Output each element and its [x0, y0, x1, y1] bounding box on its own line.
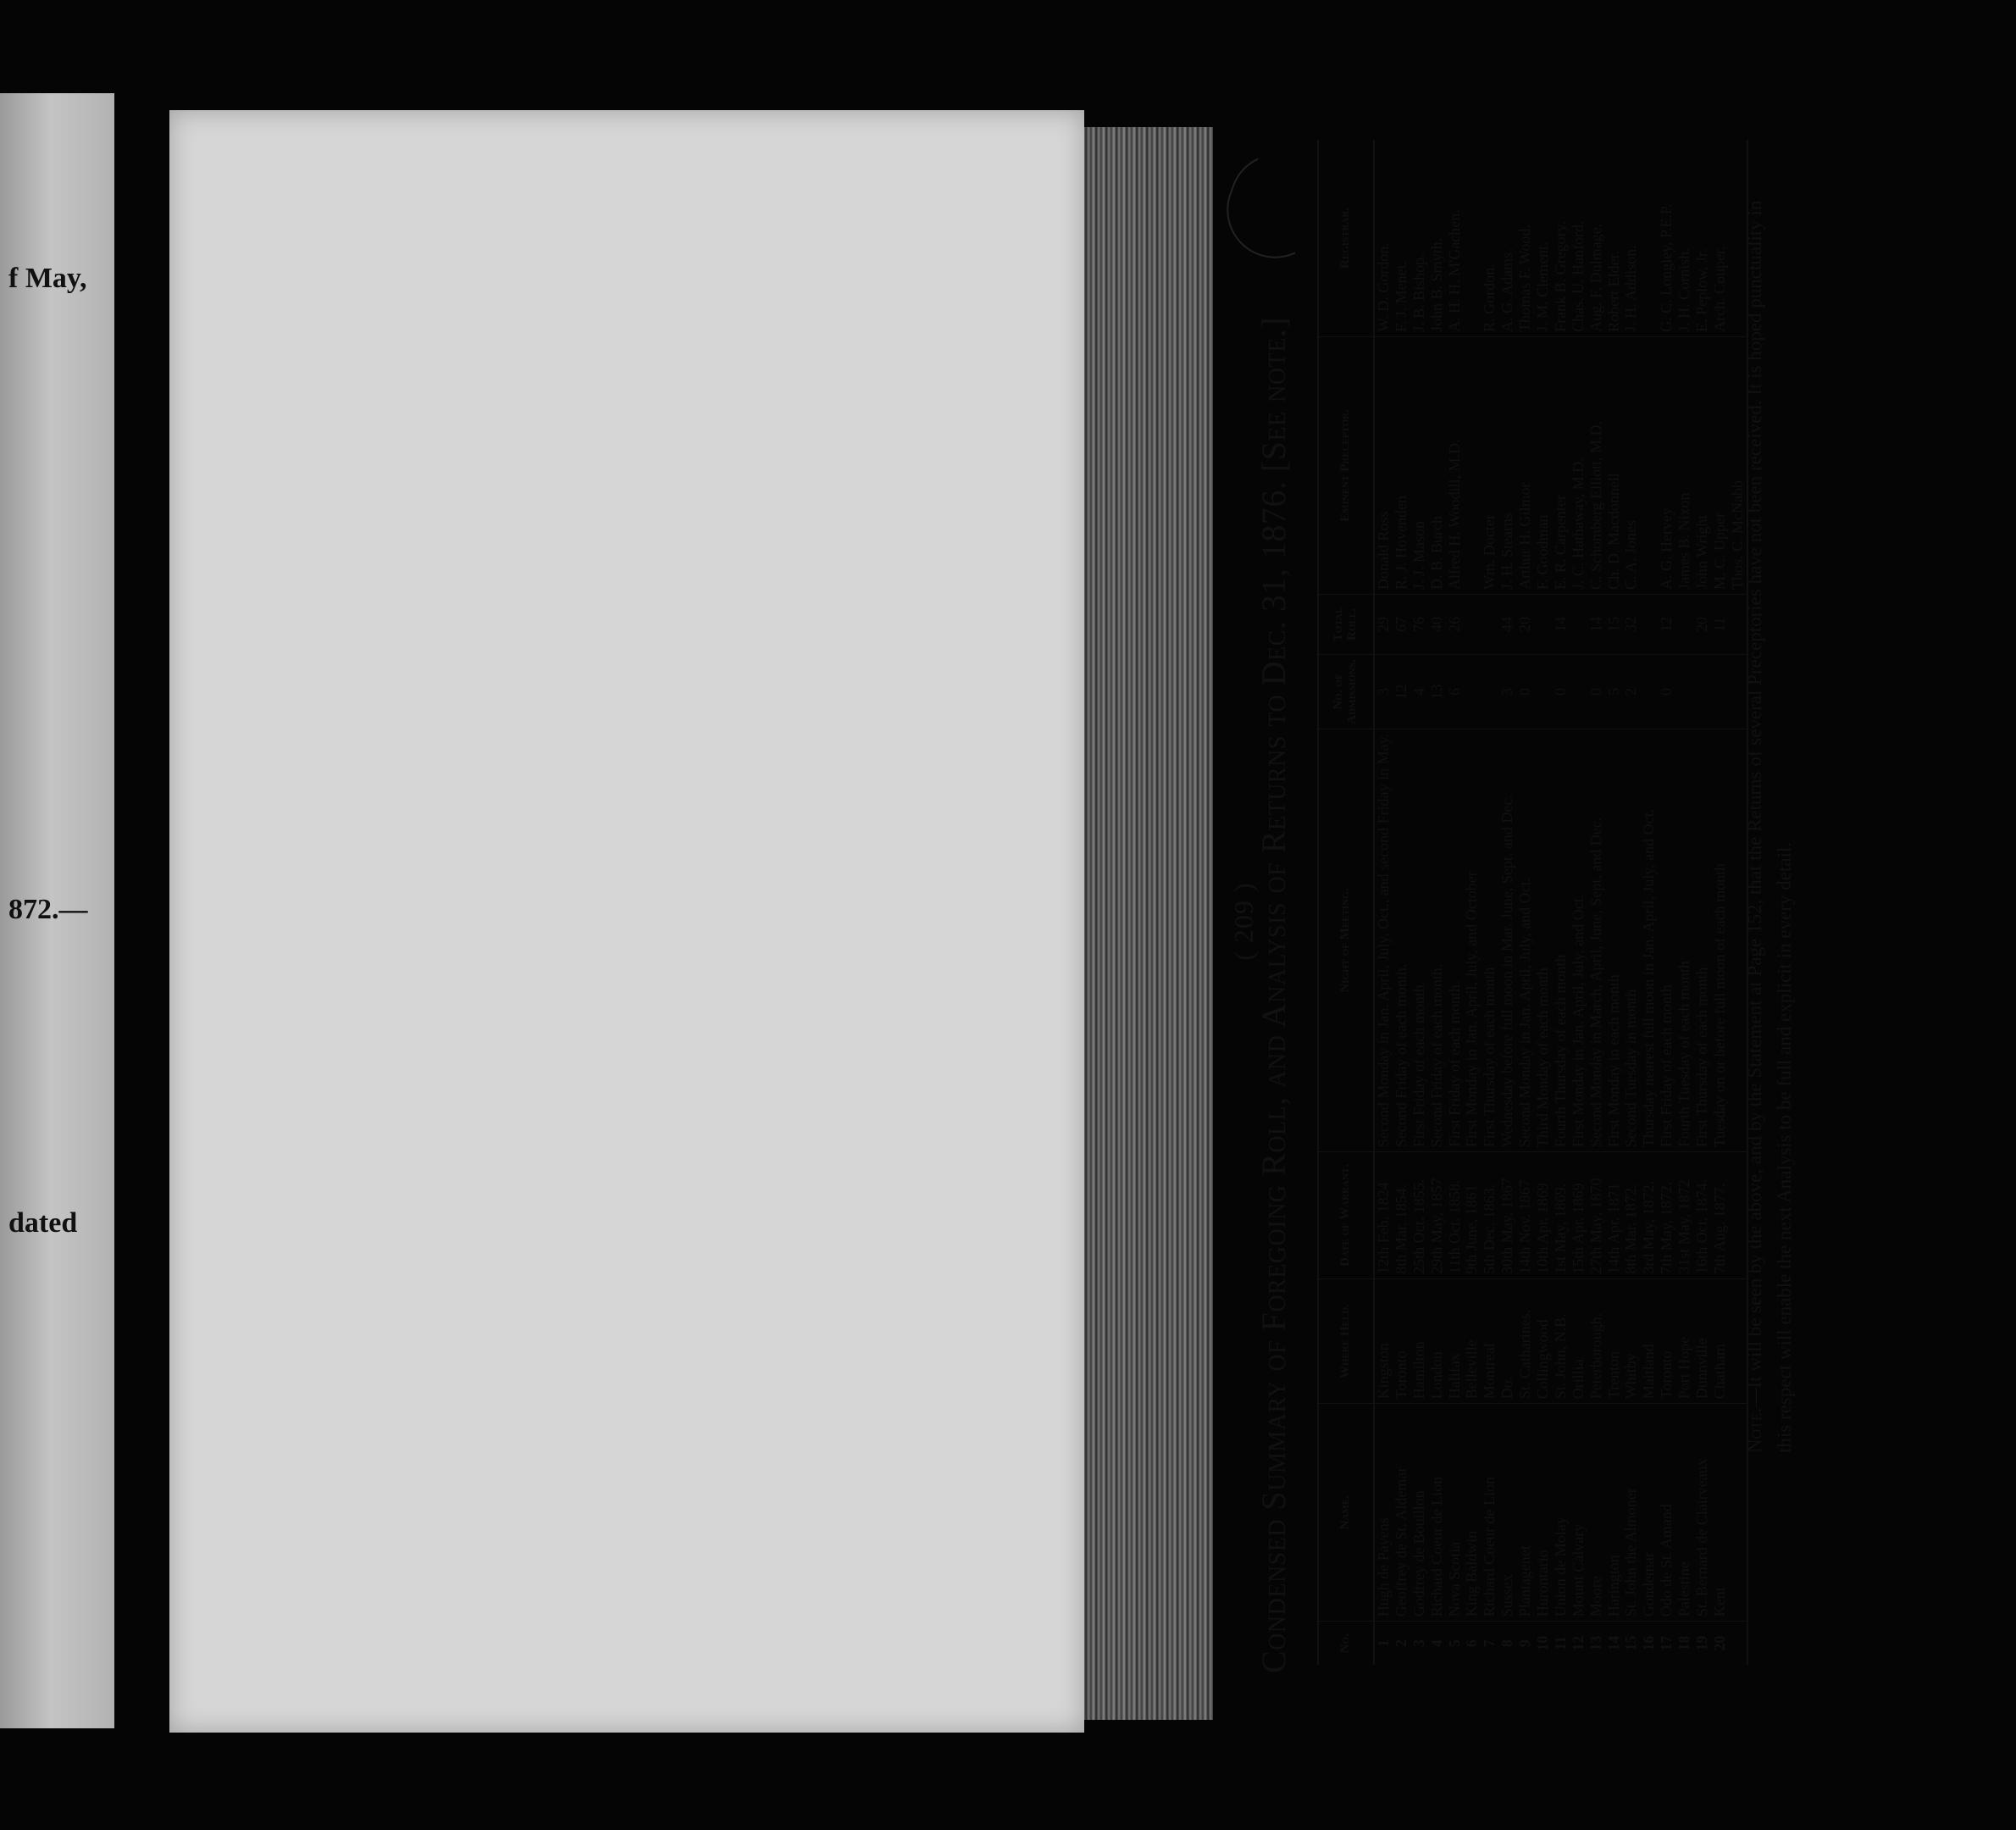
where-held: Dunnville	[1693, 1278, 1711, 1403]
table-body	[1374, 140, 1747, 1665]
row-number: 5	[1445, 1639, 1463, 1648]
date-of-warrant: 14th Apr. 1871	[1605, 1152, 1623, 1279]
registrar: W. D. Gordon.	[1374, 140, 1393, 336]
eminent-preceptor: Donald Ross	[1374, 336, 1393, 594]
registrar: Thomas F. Wood.	[1516, 140, 1534, 336]
row-number: 8	[1498, 1639, 1516, 1648]
row-number: 14	[1604, 1635, 1622, 1651]
table-row	[1658, 140, 1675, 1665]
admissions: 4	[1410, 655, 1428, 729]
date-of-warrant: 15th Apr. 1869	[1570, 1152, 1587, 1279]
table-row	[1675, 140, 1693, 1665]
table-row	[1622, 140, 1640, 1665]
row-number: 7	[1481, 1639, 1498, 1648]
night-of-meeting: Thursday nearest full moon in Jan. April, July, and Oct.	[1640, 729, 1658, 1152]
night-of-meeting: First Friday of each month.	[1410, 729, 1428, 1152]
total-roll: 40	[1428, 595, 1446, 655]
night-of-meeting: First Monday in Jan. April, July, and October	[1463, 729, 1481, 1152]
table-row	[1410, 140, 1428, 1665]
total-roll: 76	[1410, 595, 1428, 655]
date-of-warrant: 8th Mar. 1872.	[1622, 1152, 1640, 1279]
night-of-meeting: Second Tuesday in month	[1622, 729, 1640, 1152]
row-number: 15	[1622, 1635, 1640, 1651]
preceptory-name: Hugh de Payens	[1374, 1404, 1393, 1622]
night-of-meeting: First Friday of each month.	[1446, 729, 1464, 1152]
date-of-warrant: 16th Oct. 1874.	[1693, 1152, 1711, 1279]
table-row	[1587, 140, 1605, 1665]
preceptory-name: Nova Scotia	[1446, 1404, 1464, 1622]
admissions	[1711, 655, 1729, 729]
eminent-preceptor: M. C. Upper	[1711, 336, 1729, 594]
preceptory-name: Gondemar	[1640, 1404, 1658, 1622]
eminent-preceptor: John Wright	[1693, 336, 1711, 594]
column-header-where-held: Where Held.	[1318, 1278, 1374, 1403]
admissions: 3	[1498, 655, 1516, 729]
where-held: Do.	[1498, 1278, 1516, 1403]
date-of-warrant: 30th May, 1867	[1498, 1152, 1516, 1279]
eminent-preceptor: Thos. C. McNabb	[1729, 336, 1747, 594]
preceptory-name: Harington	[1605, 1404, 1623, 1622]
column-header-name: Name.	[1318, 1404, 1374, 1622]
registrar: J. H. Cornish.	[1675, 140, 1693, 336]
date-of-warrant: 7th May, 1872.	[1658, 1152, 1675, 1279]
preceptory-name: St. Bernard de Clairveaux	[1693, 1404, 1711, 1622]
date-of-warrant: 8th Mar. 1854.	[1393, 1152, 1410, 1279]
admissions	[1693, 655, 1711, 729]
total-roll: 26	[1446, 595, 1464, 655]
row-number: 18	[1675, 1635, 1693, 1651]
admissions: 6	[1446, 655, 1464, 729]
night-of-meeting: Second Monday in Jan. April, July, Oct., and second Friday in May.	[1374, 729, 1393, 1152]
preceptory-name: Moore	[1587, 1404, 1605, 1622]
total-roll	[1463, 595, 1481, 655]
table-row	[1534, 140, 1552, 1665]
admissions	[1570, 655, 1587, 729]
registrar: John B. Smyth.	[1428, 140, 1446, 336]
date-of-warrant: 29th May, 1857	[1428, 1152, 1446, 1279]
eminent-preceptor: Ch. D. Macdonnell	[1605, 336, 1623, 594]
where-held: Port Hope	[1675, 1278, 1693, 1403]
date-of-warrant: 9th June, 1861	[1463, 1152, 1481, 1279]
where-held: Maitland	[1640, 1278, 1658, 1403]
date-of-warrant: 25th Oct. 1855.	[1410, 1152, 1428, 1279]
preceptory-name: Richard Coeur de Lion	[1428, 1404, 1446, 1622]
total-roll: 20	[1693, 595, 1711, 655]
facing-page-fragment	[0, 93, 114, 1728]
row-number	[1729, 1622, 1747, 1665]
table-row	[1640, 140, 1658, 1665]
row-number: 19	[1693, 1635, 1711, 1651]
column-header-eminent-preceptor: Eminent Preceptor.	[1318, 336, 1374, 594]
where-held: Hamilton	[1410, 1278, 1428, 1403]
eminent-preceptor: Arthur H. Gilmor	[1516, 336, 1534, 594]
total-roll: 44	[1498, 595, 1516, 655]
night-of-meeting: First Thursday of each month	[1693, 729, 1711, 1152]
admissions	[1640, 655, 1658, 729]
eminent-preceptor: Wm. Docter	[1481, 336, 1498, 594]
eminent-preceptor: J. H. Stearns	[1498, 336, 1516, 594]
admissions: 0	[1658, 655, 1675, 729]
total-roll	[1570, 595, 1587, 655]
column-header-number: No.	[1318, 1622, 1374, 1665]
eminent-preceptor: D. B. Burch	[1428, 336, 1446, 594]
column-header-registrar: Registrar.	[1318, 140, 1374, 336]
summary-table	[1317, 140, 1748, 1665]
registrar: J. B. Bishop.	[1410, 140, 1428, 336]
registrar: Chas. U. Hanford.	[1570, 140, 1587, 336]
row-number: 2	[1392, 1639, 1410, 1648]
eminent-preceptor: James B. Nixon	[1675, 336, 1693, 594]
where-held: St. John, N.B.	[1552, 1278, 1570, 1403]
eminent-preceptor: J. C. Hathaway, M.D.	[1570, 336, 1587, 594]
where-held: Orillia	[1570, 1278, 1587, 1403]
where-held: Kingston	[1374, 1278, 1393, 1403]
table-row	[1570, 140, 1587, 1665]
night-of-meeting: Wednesday before full moon in Mar. June, Sept. and Dec.	[1498, 729, 1516, 1152]
table-row	[1693, 140, 1711, 1665]
column-header-night-of-meeting: Night of Meeting.	[1318, 729, 1374, 1152]
where-held: Collingwood	[1534, 1278, 1552, 1403]
total-roll	[1481, 595, 1498, 655]
total-roll: 14	[1587, 595, 1605, 655]
table-row	[1498, 140, 1516, 1665]
where-held: Toronto	[1393, 1278, 1410, 1403]
preceptory-name: St. John the Almoner	[1622, 1404, 1640, 1622]
registrar: J. H. Addison.	[1622, 140, 1640, 336]
where-held: Halifax	[1446, 1278, 1464, 1403]
total-roll: 14	[1552, 595, 1570, 655]
row-number: 17	[1658, 1635, 1675, 1651]
night-of-meeting: Third Monday of each month	[1534, 729, 1552, 1152]
night-of-meeting: First Thursday of each month	[1481, 729, 1498, 1152]
table-header-row	[1318, 140, 1374, 1665]
registrar	[1640, 140, 1658, 336]
night-of-meeting: First Friday of each month	[1658, 729, 1675, 1152]
row-number: 3	[1410, 1639, 1427, 1648]
registrar: Frank B. Gregory.	[1552, 140, 1570, 336]
admissions	[1534, 655, 1552, 729]
registrar: Robert Elder.	[1605, 140, 1623, 336]
facing-page-text: f May,	[8, 263, 87, 294]
eminent-preceptor: E. R. Carpenter	[1552, 336, 1570, 594]
total-roll: 15	[1605, 595, 1623, 655]
table-row	[1605, 140, 1623, 1665]
row-number: 20	[1710, 1635, 1728, 1651]
date-of-warrant: 11th Oct. 1858.	[1446, 1152, 1464, 1279]
date-of-warrant: 31st May, 1872	[1675, 1152, 1693, 1279]
date-of-warrant: 1st May, 1869.	[1552, 1152, 1570, 1279]
eminent-preceptor: J. J. Mason	[1410, 336, 1428, 594]
total-roll	[1675, 595, 1693, 655]
where-held: Whitby	[1622, 1278, 1640, 1403]
total-roll	[1640, 595, 1658, 655]
night-of-meeting: First Monday in each month	[1605, 729, 1623, 1152]
total-roll: 32	[1622, 595, 1640, 655]
admissions: 13	[1428, 655, 1446, 729]
table-row	[1428, 140, 1446, 1665]
row-number: 12	[1569, 1635, 1587, 1651]
registrar: G. C. Longley, P.E.P.	[1658, 140, 1675, 336]
night-of-meeting: Second Monday in Jan. April, July, and Oct.	[1516, 729, 1534, 1152]
total-roll: 12	[1658, 595, 1675, 655]
table-row	[1552, 140, 1570, 1665]
admissions: 12	[1393, 655, 1410, 729]
where-held: London	[1428, 1278, 1446, 1403]
row-number: 1	[1375, 1639, 1392, 1648]
where-held: Trenton	[1605, 1278, 1623, 1403]
admissions: 0	[1587, 655, 1605, 729]
registrar: J. M. Clement.	[1534, 140, 1552, 336]
registrar: R. Gordon.	[1481, 140, 1498, 336]
where-held: Montreal	[1481, 1278, 1498, 1403]
total-roll: 20	[1516, 595, 1534, 655]
night-of-meeting: Second Monday in March, April, June, Sept. and Dec.	[1587, 729, 1605, 1152]
registrar: F. J. Menet.	[1393, 140, 1410, 336]
table-row	[1374, 140, 1393, 1665]
date-of-warrant: 7th Aug. 1877.	[1711, 1152, 1729, 1279]
admissions: 2	[1622, 655, 1640, 729]
registrar: A. G. Adams.	[1498, 140, 1516, 336]
row-number: 13	[1587, 1635, 1604, 1651]
table-row	[1481, 140, 1498, 1665]
night-of-meeting: Second Friday of each month.	[1428, 729, 1446, 1152]
admissions	[1463, 655, 1481, 729]
where-held: Toronto	[1658, 1278, 1675, 1403]
admissions	[1675, 655, 1693, 729]
registrar	[1463, 140, 1481, 336]
admissions: 5	[1605, 655, 1623, 729]
total-roll: 29	[1374, 595, 1393, 655]
scanned-page	[169, 110, 1795, 1733]
page-title: Condensed Summary of Foregoing Roll, and Analysis of Returns to Dec. 31, 1876. [See note.]	[1254, 316, 1293, 1673]
table-row	[1446, 140, 1464, 1665]
row-number: 16	[1640, 1635, 1658, 1651]
table-row	[1393, 140, 1410, 1665]
preceptory-name: Hurontario	[1534, 1404, 1552, 1622]
total-roll	[1534, 595, 1552, 655]
date-of-warrant: 10th Apr. 1869	[1534, 1152, 1552, 1279]
footnote	[1741, 182, 1799, 1453]
preceptory-name: Kent	[1711, 1404, 1729, 1622]
registrar: E. Peplow, Jr.	[1693, 140, 1711, 336]
table-row	[1463, 140, 1481, 1665]
column-header-admissions: No. of Admissions.	[1318, 655, 1374, 729]
date-of-warrant: 14th Nov. 1867	[1516, 1152, 1534, 1279]
where-held: Chatham	[1711, 1278, 1729, 1403]
where-held: Peterborough.	[1587, 1278, 1605, 1403]
night-of-meeting: Second Friday of each month.	[1393, 729, 1410, 1152]
table-row	[1711, 140, 1729, 1665]
total-roll: 11	[1711, 595, 1729, 655]
night-of-meeting: First Monday in Jan. April, July, and Oct.	[1570, 729, 1587, 1152]
registrar: A. H. H. M'Gachen.	[1446, 140, 1464, 336]
eminent-preceptor: A. G. Hervey	[1658, 336, 1675, 594]
night-of-meeting: Fourth Thursday of each month	[1552, 729, 1570, 1152]
facing-page-text: 872.—	[8, 894, 88, 925]
night-of-meeting: Tuesday on or before full moon of each month	[1711, 729, 1729, 1152]
footnote-text: —It will be seen by the above, and by the Statement at Page 152, that the Returns of several Preceptories have not been received. It is hoped punctuality in this respect will enable the next Analysis to be full and explicit in every detail.	[1744, 200, 1795, 1453]
footnote-lead: Note.	[1744, 1407, 1765, 1453]
eminent-preceptor: C. A. Jones	[1622, 336, 1640, 594]
eminent-preceptor	[1640, 336, 1658, 594]
page-number: ( 209 )	[1228, 882, 1259, 961]
eminent-preceptor: Alfred H. Woodill, M.D.	[1446, 336, 1464, 594]
row-number: 11	[1551, 1636, 1569, 1651]
preceptory-name: Palestine	[1675, 1404, 1693, 1622]
eminent-preceptor: R. J. Hovenden	[1393, 336, 1410, 594]
admissions: 0	[1552, 655, 1570, 729]
table-row	[1516, 140, 1534, 1665]
eminent-preceptor: F. Goodman	[1534, 336, 1552, 594]
facing-page-text: dated	[8, 1207, 78, 1239]
night-of-meeting: Fourth Tuesday of each month	[1675, 729, 1693, 1152]
registrar: Arch. Couper.	[1711, 140, 1729, 336]
preceptory-name: Sussex	[1498, 1404, 1516, 1622]
date-of-warrant: 3rd May, 1872.	[1640, 1152, 1658, 1279]
preceptory-name: Mount Calvary	[1570, 1404, 1587, 1622]
row-number: 10	[1534, 1635, 1552, 1651]
row-number: 6	[1463, 1639, 1481, 1648]
preceptory-name: Geoffrey de St. Aldemar	[1393, 1404, 1410, 1622]
preceptory-name: Godfrey de Bouillon	[1410, 1404, 1428, 1622]
eminent-preceptor	[1463, 336, 1481, 594]
where-held: Belleville	[1463, 1278, 1481, 1403]
date-of-warrant: 5th Dec. 1863.	[1481, 1152, 1498, 1279]
total-roll: 67	[1393, 595, 1410, 655]
admissions	[1481, 655, 1498, 729]
row-number: 9	[1516, 1639, 1534, 1648]
rotated-page-content	[1101, 110, 2016, 1733]
where-held: St. Catharines.	[1516, 1278, 1534, 1403]
column-header-total-roll: Total Roll.	[1318, 595, 1374, 655]
registrar: Aug. F. Dulmage.	[1587, 140, 1605, 336]
preceptory-name: Plantagenet	[1516, 1404, 1534, 1622]
admissions: 3	[1374, 655, 1393, 729]
preceptory-name: King Baldwin	[1463, 1404, 1481, 1622]
date-of-warrant: 12th Feb. 1824	[1374, 1152, 1393, 1279]
preceptory-name: Richard Coeur de Lion	[1481, 1404, 1498, 1622]
admissions: 0	[1516, 655, 1534, 729]
preceptory-name: Odo de St. Amand	[1658, 1404, 1675, 1622]
preceptory-name: Union de Molay	[1552, 1404, 1570, 1622]
column-header-date-of-warrant: Date of Warrant.	[1318, 1152, 1374, 1279]
eminent-preceptor: C. Schomberg Elliott, M.D.	[1587, 336, 1605, 594]
row-number: 4	[1427, 1639, 1445, 1648]
date-of-warrant: 27th May, 1870	[1587, 1152, 1605, 1279]
